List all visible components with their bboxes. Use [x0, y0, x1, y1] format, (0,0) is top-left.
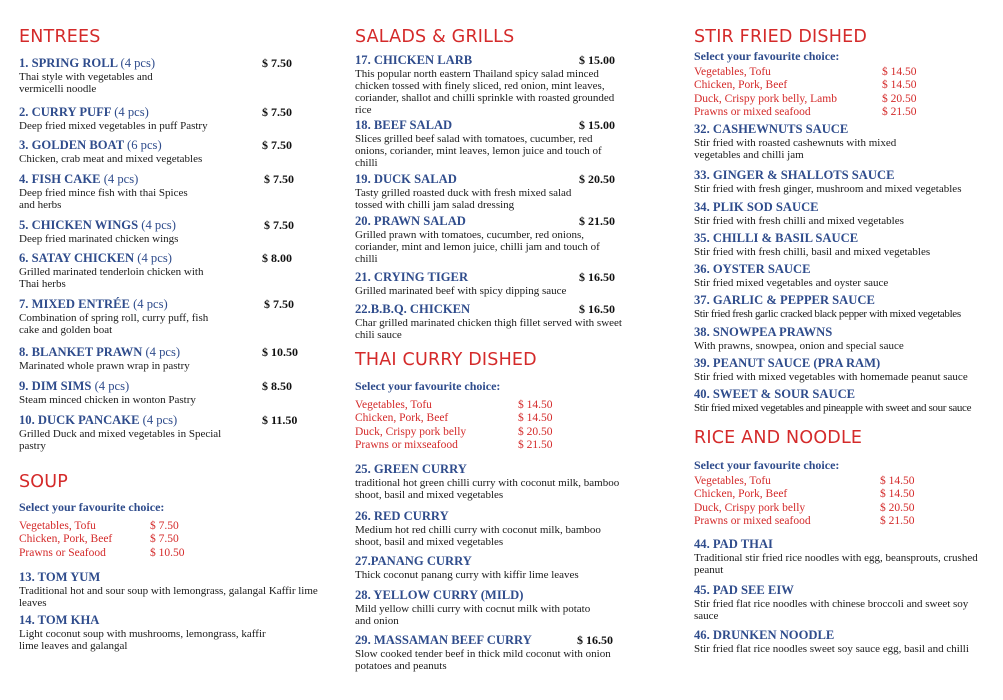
item-name: 17. CHICKEN LARB — [355, 53, 473, 67]
item-description: Light coconut soup with mushrooms, lemongrass, kaffir lime leaves and galangal — [19, 628, 266, 652]
menu-item — [19, 172, 319, 211]
menu-item — [694, 168, 999, 195]
item-price: $ 15.00 — [579, 53, 615, 67]
item-description: Steam minced chicken in wonton Pastry — [19, 394, 196, 406]
item-name: 14. TOM KHA — [19, 613, 100, 627]
item-name: 1. SPRING ROLL (4 pcs) — [19, 56, 156, 70]
menu-item — [19, 613, 319, 652]
item-description: Stir fried fresh garlic cracked black pepper with mixed vegetables — [694, 308, 961, 320]
item-description: Grilled marinated beef with spicy dipping sauce — [355, 285, 567, 297]
item-description: Slices grilled beef salad with tomatoes, cucumber, red onions, coriander, mint leaves, lemon juice and touch of chilli — [355, 133, 602, 169]
choice-row: Vegetables, Tofu $ 14.50 — [355, 399, 553, 411]
menu-item — [694, 537, 999, 576]
item-description: Stir fried flat rice noodles with chinese broccoli and sweet soy sauce — [694, 598, 969, 622]
menu-item — [19, 570, 319, 609]
choice-row: Chicken, Pork, Beef $ 14.50 — [355, 412, 553, 425]
item-price: $ 7.50 — [262, 105, 292, 119]
menu-item — [19, 297, 319, 336]
choice-title: Select your favourite choice: — [355, 379, 501, 393]
menu-item — [19, 218, 319, 245]
menu-item — [19, 105, 319, 132]
item-description: Stir fried mixed vegetables and pineapple with sweet and sour sauce — [694, 402, 972, 414]
menu-item — [694, 262, 999, 289]
menu-item — [355, 554, 655, 581]
item-name: 5. CHICKEN WINGS (4 pcs) — [19, 218, 176, 232]
item-name: 22.B.B.Q. CHICKEN — [355, 302, 471, 316]
item-price: $ 15.00 — [579, 118, 615, 132]
item-name: 26. RED CURRY — [355, 509, 449, 523]
item-price: $ 8.50 — [262, 379, 292, 393]
item-description: Stir fried with fresh chilli and mixed vegetables — [694, 215, 904, 227]
menu-item — [19, 379, 319, 406]
section-title-entrees: ENTREES — [19, 27, 101, 47]
item-name: 20. PRAWN SALAD — [355, 214, 466, 228]
item-description: Deep fried marinated chicken wings — [19, 233, 179, 245]
choice-row: Vegetables, Tofu $ 14.50 — [694, 475, 915, 487]
section-title-salads: SALADS & GRILLS — [355, 27, 515, 47]
item-name: 6. SATAY CHICKEN (4 pcs) — [19, 251, 172, 265]
menu-item — [355, 270, 655, 297]
choice-title: Select your favourite choice: — [19, 500, 165, 514]
choice-row: Chicken, Pork, Beef $ 14.50 — [694, 79, 917, 92]
choice-row: Prawns or Seafood $ 10.50 — [19, 546, 185, 559]
item-name: 27.PANANG CURRY — [355, 554, 472, 568]
choice-row: Vegetables, Tofu $ 14.50 — [694, 66, 917, 78]
choice-row: Chicken, Pork, Beef $ 14.50 — [694, 488, 915, 501]
item-name: 8. BLANKET PRAWN (4 pcs) — [19, 345, 181, 359]
section-title-curry: THAI CURRY DISHED — [355, 350, 537, 370]
item-price: $ 7.50 — [262, 56, 292, 70]
item-name: 35. CHILLI & BASIL SAUCE — [694, 231, 859, 245]
item-price: $ 8.00 — [262, 251, 292, 265]
item-description: Stir fried with fresh chilli, basil and mixed vegetables — [694, 246, 931, 258]
item-name: 45. PAD SEE EIW — [694, 583, 794, 597]
item-name: 32. CASHEWNUTS SAUCE — [694, 122, 849, 136]
choice-list — [355, 399, 655, 452]
item-name: 38. SNOWPEA PRAWNS — [694, 325, 833, 339]
menu-item — [694, 387, 999, 414]
menu-item — [19, 138, 319, 165]
item-name: 34. PLIK SOD SAUCE — [694, 200, 819, 214]
menu-item — [355, 633, 655, 672]
item-description: traditional hot green chilli curry with coconut milk, bamboo shoot, basil and mixed vegetables — [355, 477, 620, 501]
item-name: 44. PAD THAI — [694, 537, 773, 551]
item-description: Thai style with vegetables and vermicelli noodle — [19, 71, 153, 95]
item-description: Marinated whole prawn wrap in pastry — [19, 360, 190, 372]
item-name: 3. GOLDEN BOAT (6 pcs) — [19, 138, 162, 152]
menu-item — [19, 56, 319, 95]
item-price: $ 16.50 — [577, 633, 613, 647]
item-name: 18. BEEF SALAD — [355, 118, 453, 132]
menu-item — [355, 172, 655, 211]
item-price: $ 7.50 — [264, 172, 294, 186]
item-name: 9. DIM SIMS (4 pcs) — [19, 379, 130, 393]
item-name: 46. DRUNKEN NOODLE — [694, 628, 835, 642]
item-description: Chicken, crab meat and mixed vegetables — [19, 153, 203, 165]
item-description: Deep fried mixed vegetables in puff Pastry — [19, 120, 208, 132]
item-name: 19. DUCK SALAD — [355, 172, 457, 186]
choice-list — [694, 66, 999, 119]
item-description: Mild yellow chilli curry with cocnut milk with potato and onion — [355, 603, 591, 627]
item-description: Combination of spring roll, curry puff, fish cake and golden boat — [19, 312, 209, 336]
item-name: 29. MASSAMAN BEEF CURRY — [355, 633, 532, 647]
item-price: $ 16.50 — [579, 270, 615, 284]
item-description: Thick coconut panang curry with kiffir lime leaves — [355, 569, 579, 581]
menu-item — [355, 302, 655, 341]
item-description: Medium hot red chilli curry with coconut milk, bamboo shoot, basil and mixed vegetables — [355, 524, 601, 548]
menu-item — [355, 214, 655, 265]
choice-row: Prawns or mixed seafood $ 21.50 — [694, 105, 917, 118]
menu-item — [694, 325, 999, 352]
menu-item — [694, 231, 999, 258]
section-title-rice: RICE AND NOODLE — [694, 428, 863, 448]
item-name: 4. FISH CAKE (4 pcs) — [19, 172, 139, 186]
item-name: 21. CRYING TIGER — [355, 270, 469, 284]
item-name: 39. PEANUT SAUCE (PRA RAM) — [694, 356, 881, 370]
item-name: 28. YELLOW CURRY (MILD) — [355, 588, 524, 602]
choice-list — [694, 475, 999, 528]
item-name: 10. DUCK PANCAKE (4 pcs) — [19, 413, 178, 427]
item-description: Grilled Duck and mixed vegetables in Special pastry — [19, 428, 222, 452]
item-price: $ 11.50 — [262, 413, 298, 427]
menu-item — [19, 251, 319, 290]
item-name: 37. GARLIC & PEPPER SAUCE — [694, 293, 875, 307]
item-description: Slow cooked tender beef in thick mild coconut with onion potatoes and peanuts — [355, 648, 611, 672]
menu-item — [355, 118, 655, 169]
menu-item — [355, 462, 655, 501]
item-name: 7. MIXED ENTRÉE (4 pcs) — [19, 297, 168, 311]
item-name: 33. GINGER & SHALLOTS SAUCE — [694, 168, 895, 182]
item-description: Stir fried mixed vegetables and oyster sauce — [694, 277, 889, 289]
choice-row: Prawns or mixed seafood $ 21.50 — [694, 514, 915, 527]
item-description: Grilled marinated tenderloin chicken with Thai herbs — [19, 266, 204, 290]
menu-item — [355, 509, 655, 548]
choice-row: Duck, Crispy pork belly, Lamb $ 20.50 — [694, 92, 917, 105]
item-description: Grilled prawn with tomatoes, cucumber, red onions, coriander, mint and lemon juice, chilli jam and touch of chilli — [355, 229, 600, 265]
choice-row: Vegetables, Tofu $ 7.50 — [19, 520, 179, 532]
item-description: This popular north eastern Thailand spicy salad minced chicken tossed with finely sliced, red onion, mint leaves, coriander, shallot and chilli sprinkle with roasted grounded rice — [355, 68, 615, 116]
choice-row: Chicken, Pork, Beef $ 7.50 — [19, 533, 179, 546]
item-name: 13. TOM YUM — [19, 570, 101, 584]
item-price: $ 7.50 — [264, 297, 294, 311]
choice-row: Duck, Crispy pork belly $ 20.50 — [355, 425, 553, 438]
item-price: $ 20.50 — [579, 172, 615, 186]
item-description: Tasty grilled roasted duck with fresh mixed salad tossed with chilli jam salad dressing — [355, 187, 572, 211]
choice-title: Select your favourite choice: — [694, 458, 840, 472]
menu-item — [19, 345, 319, 372]
item-name: 25. GREEN CURRY — [355, 462, 467, 476]
item-description: Deep fried mince fish with thai Spices and herbs — [19, 187, 188, 211]
choice-row: Duck, Crispy pork belly $ 20.50 — [694, 501, 915, 514]
menu-item — [19, 413, 319, 452]
item-description: Char grilled marinated chicken thigh fillet served with sweet chili sauce — [355, 317, 622, 341]
menu-item — [355, 53, 655, 116]
item-description: With prawns, snowpea, onion and special sauce — [694, 340, 904, 352]
item-description: Stir fried with fresh ginger, mushroom and mixed vegetables — [694, 183, 962, 195]
section-title-soup: SOUP — [19, 472, 69, 492]
item-name: 36. OYSTER SAUCE — [694, 262, 811, 276]
item-price: $ 21.50 — [579, 214, 615, 228]
menu-item — [694, 200, 999, 227]
menu-item — [694, 356, 999, 383]
item-description: Stir fried with roasted cashewnuts with mixed vegetables and chilli jam — [694, 137, 897, 161]
item-description: Stir fried flat rice noodles sweet soy sauce egg, basil and chilli — [694, 643, 969, 655]
item-price: $ 7.50 — [262, 138, 292, 152]
item-name: 2. CURRY PUFF (4 pcs) — [19, 105, 149, 119]
item-description: Traditional hot and sour soup with lemongrass, galangal Kaffir lime leaves — [19, 585, 318, 609]
item-name: 40. SWEET & SOUR SAUCE — [694, 387, 856, 401]
item-price: $ 10.50 — [262, 345, 298, 359]
choice-title: Select your favourite choice: — [694, 49, 840, 63]
item-description: Stir fried with mixed vegetables with homemade peanut sauce — [694, 371, 968, 383]
menu-item — [694, 628, 999, 655]
item-price: $ 16.50 — [579, 302, 615, 316]
section-title-stirfry: STIR FRIED DISHED — [694, 27, 867, 47]
menu-item — [355, 588, 655, 627]
menu-item — [694, 293, 999, 320]
choice-row: Prawns or mixseafood $ 21.50 — [355, 438, 553, 451]
choice-list — [19, 520, 319, 560]
menu-item — [694, 122, 999, 161]
item-price: $ 7.50 — [264, 218, 294, 232]
item-description: Traditional stir fried rice noodles with egg, beansprouts, crushed peanut — [694, 552, 978, 576]
menu-item — [694, 583, 999, 622]
